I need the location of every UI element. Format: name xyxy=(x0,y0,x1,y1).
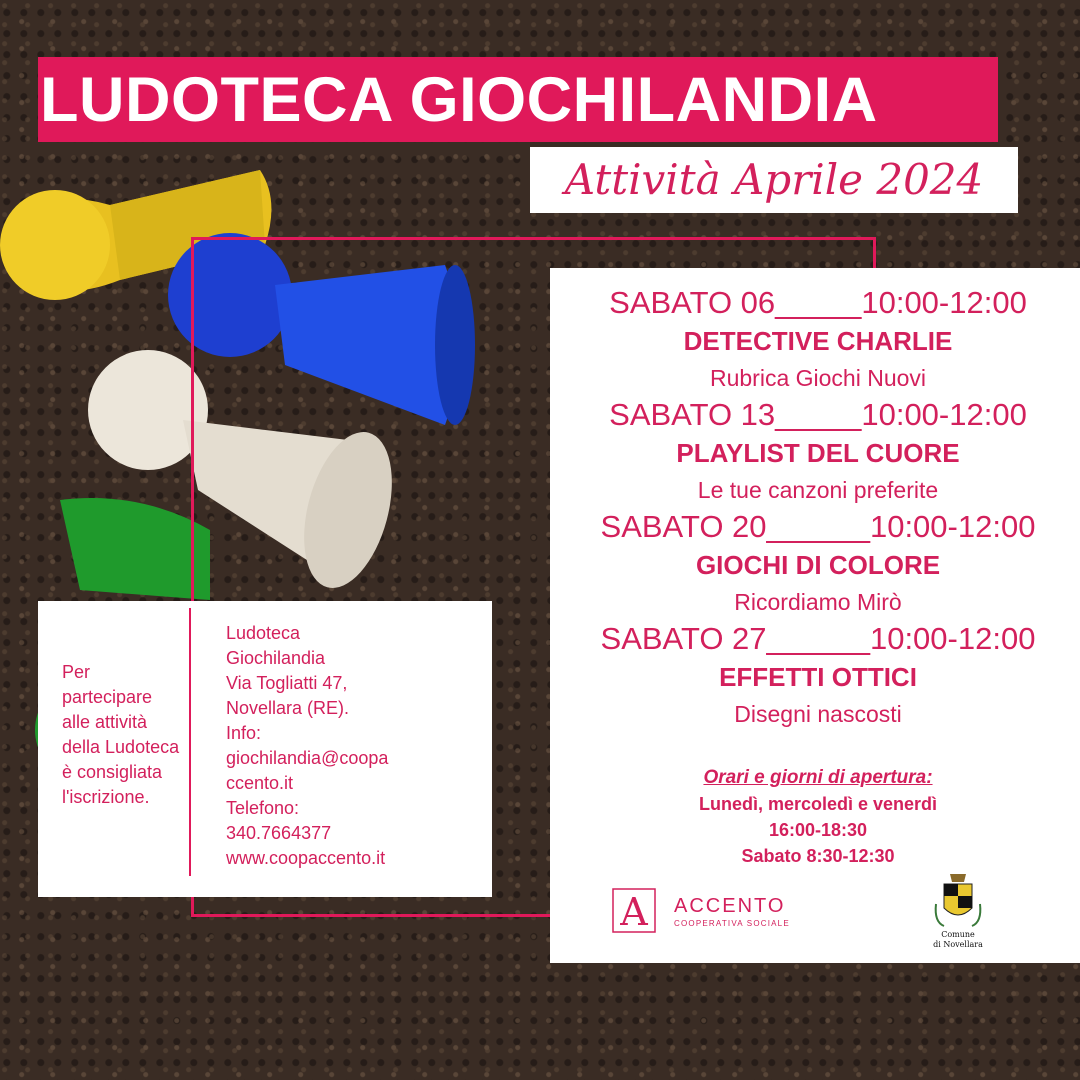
event-title: EFFETTI OTTICI xyxy=(719,662,917,692)
registration-note: Per partecipare alle attività della Ludoteca è consigliata l'iscrizione. xyxy=(62,662,180,807)
event-description: Ricordiamo Mirò xyxy=(734,589,902,615)
contact-line: Giochilandia xyxy=(226,648,326,668)
event-date-time: SABATO 27______10:00-12:00 xyxy=(600,621,1036,656)
event-date-time: SABATO 06_____10:00-12:00 xyxy=(609,285,1027,320)
event-description: Le tue canzoni preferite xyxy=(697,477,939,503)
event-title: DETECTIVE CHARLIE xyxy=(683,326,953,356)
event-description: Disegni nascosti xyxy=(734,701,902,727)
schedule-item xyxy=(550,396,1080,508)
contact-info xyxy=(226,621,486,871)
contact-line: Ludoteca xyxy=(226,623,301,643)
event-title: GIOCHI DI COLORE xyxy=(695,550,941,580)
accento-subtitle: COOPERATIVA SOCIALE xyxy=(674,919,790,928)
event-title: PLAYLIST DEL CUORE xyxy=(676,438,960,468)
opening-weekday-time: 16:00-18:30 xyxy=(768,820,868,840)
contact-phone: 340.7664377 xyxy=(226,823,332,843)
page-title: LUDOTECA GIOCHILANDIA xyxy=(40,65,878,135)
accento-name: ACCENTO xyxy=(674,895,786,917)
comune-line1: Comune xyxy=(941,930,975,939)
page-subtitle: Attività Aprile 2024 xyxy=(564,155,984,204)
comune-line2: di Novellara xyxy=(933,940,983,949)
opening-saturday: Sabato 8:30-12:30 xyxy=(741,846,895,866)
schedule-item xyxy=(550,508,1080,620)
contact-line: Info: xyxy=(226,723,262,743)
contact-email: ccento.it xyxy=(226,773,294,793)
event-date-time: SABATO 20______10:00-12:00 xyxy=(600,509,1036,544)
contact-line: Telefono: xyxy=(226,798,300,818)
contact-website: www.coopaccento.it xyxy=(226,848,386,868)
contact-city: Novellara (RE). xyxy=(226,698,350,718)
schedule-list xyxy=(550,284,1080,732)
accento-letter: A xyxy=(620,890,648,933)
comune-novellara-logo xyxy=(930,870,986,950)
info-divider xyxy=(189,608,191,876)
schedule-item xyxy=(550,620,1080,732)
accento-logo xyxy=(612,888,812,933)
event-date-time: SABATO 13_____10:00-12:00 xyxy=(609,397,1027,432)
opening-weekdays: Lunedì, mercoledì e venerdì xyxy=(698,794,938,814)
contact-email: giochilandia@coopa xyxy=(226,748,389,768)
opening-hours-heading: Orari e giorni di apertura: xyxy=(703,767,933,788)
contact-address: Via Togliatti 47, xyxy=(226,673,348,693)
event-description: Rubrica Giochi Nuovi xyxy=(709,365,927,391)
schedule-item xyxy=(550,284,1080,396)
opening-hours xyxy=(550,765,1080,869)
